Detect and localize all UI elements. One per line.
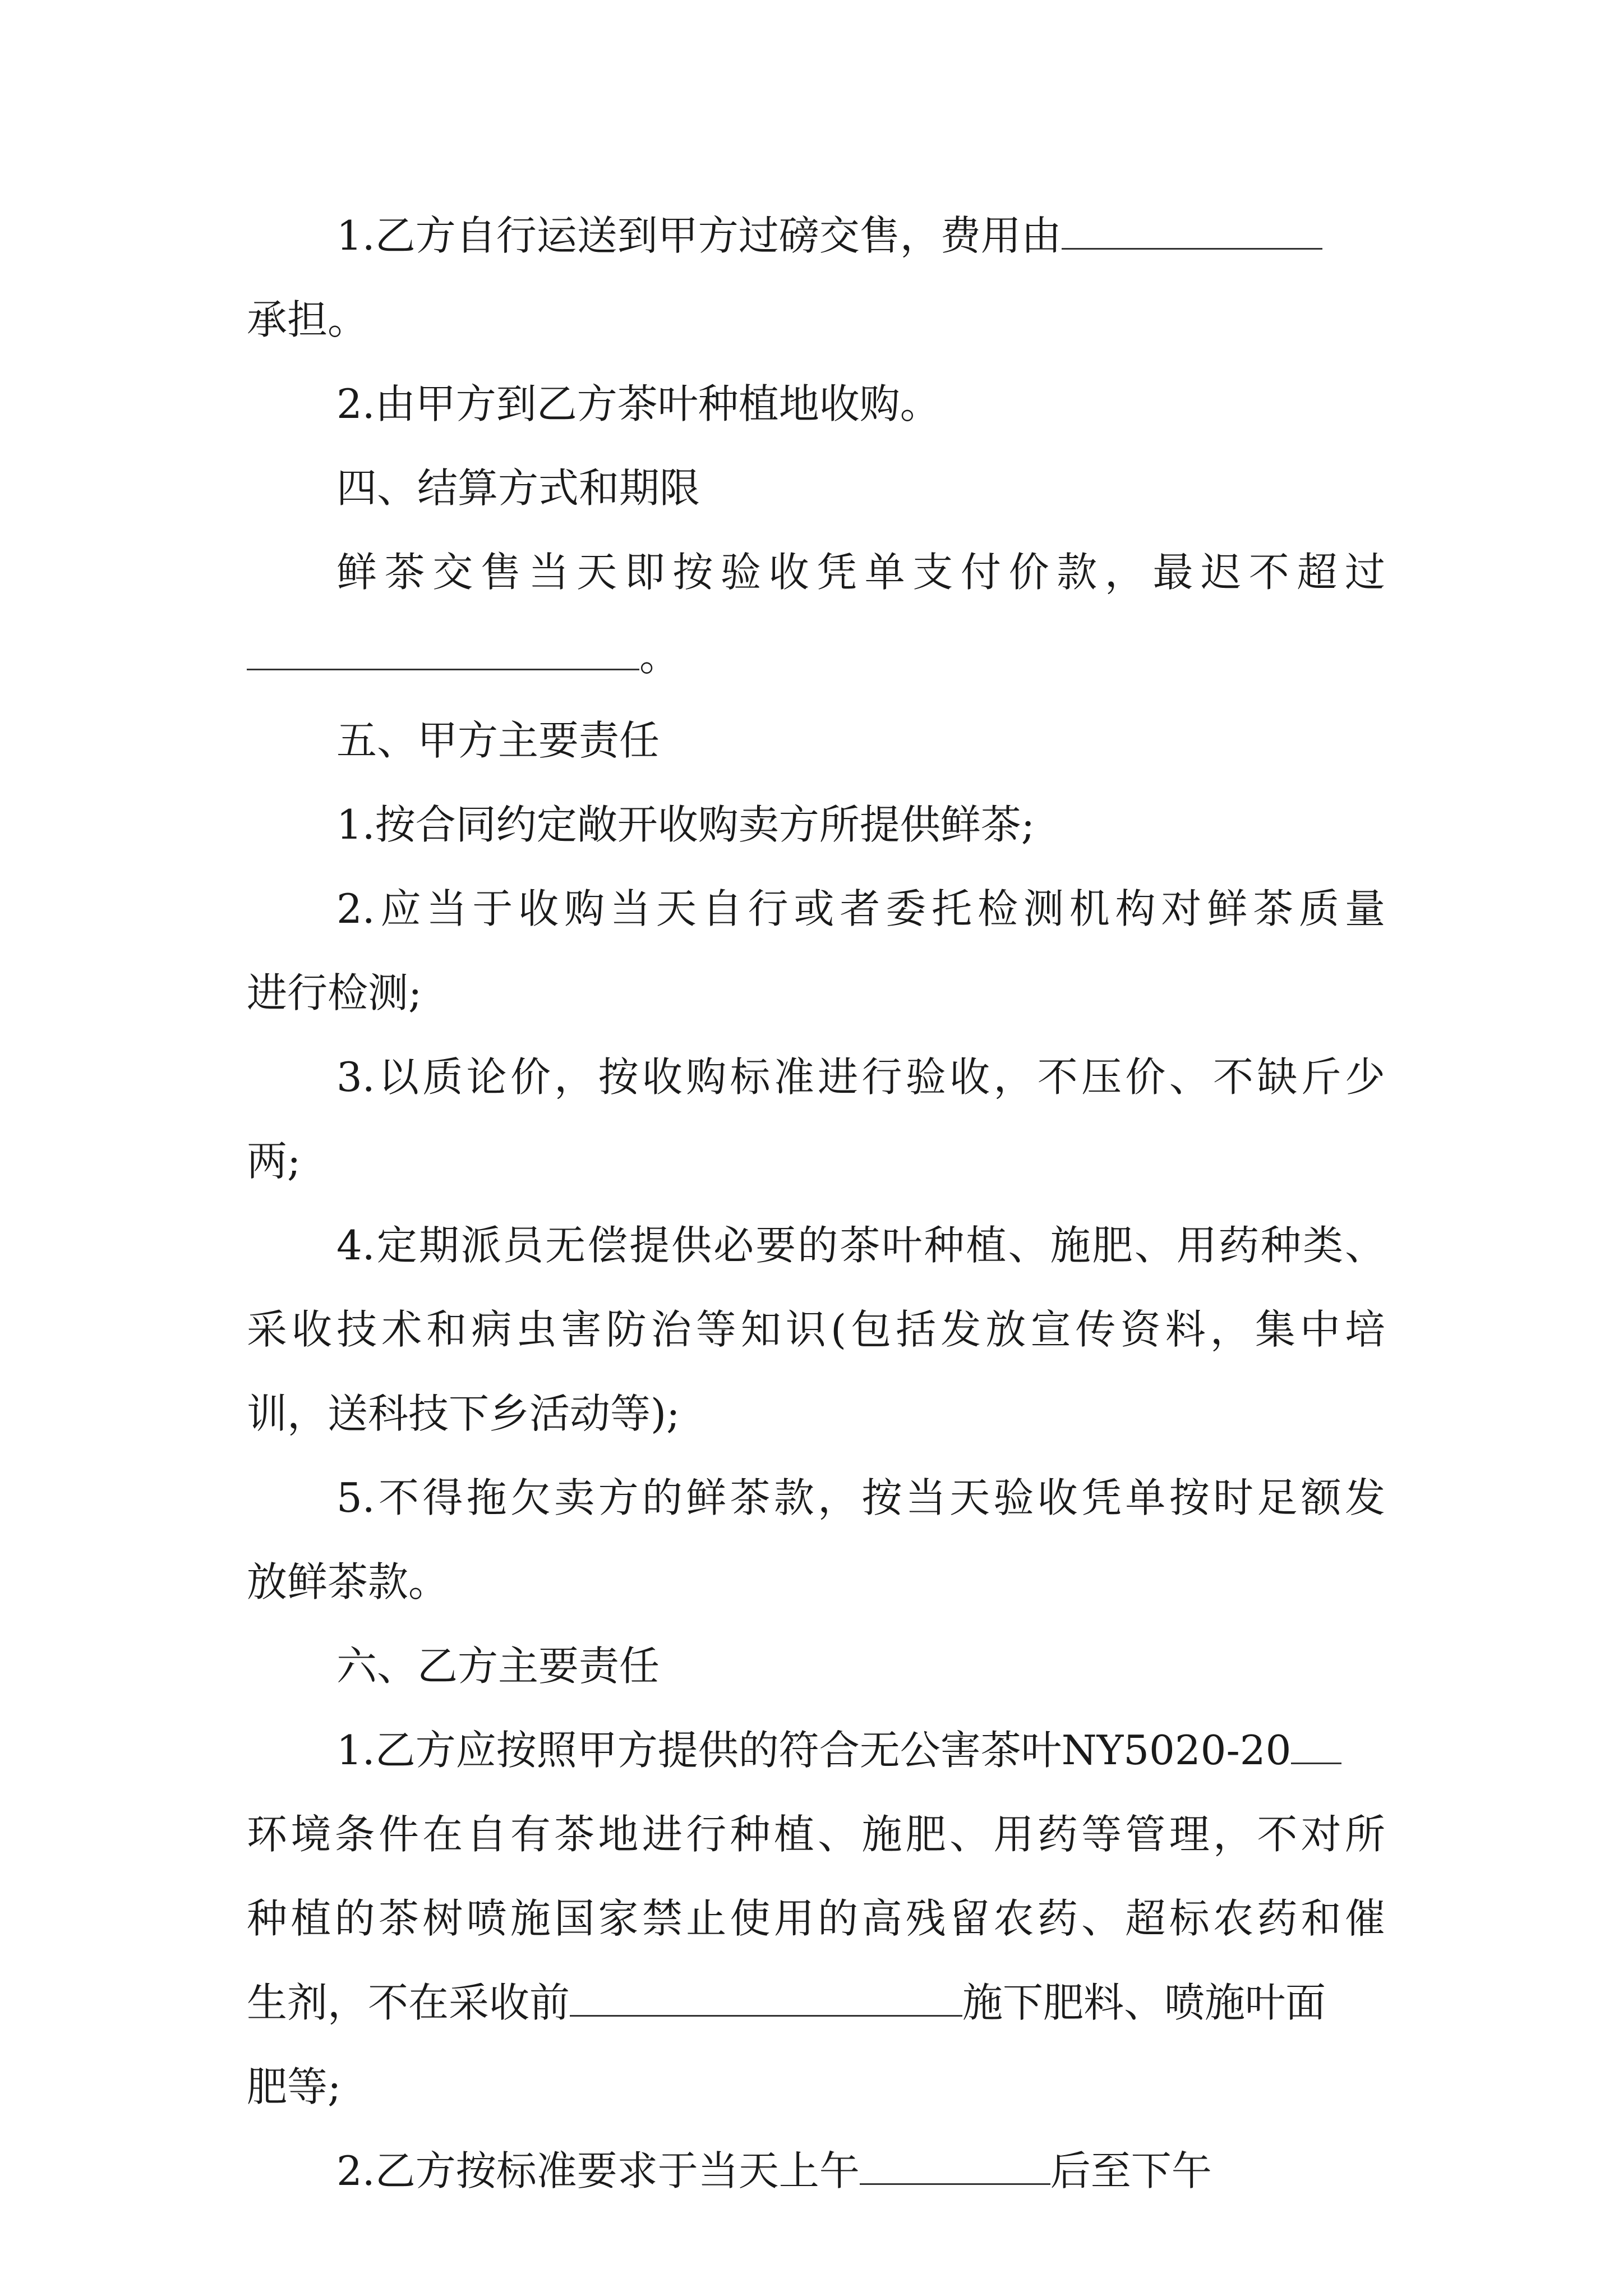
clause-text: 施下肥料、喷施叶面: [962, 1979, 1326, 2026]
clause-6-item-1: [247, 1708, 1385, 1792]
fill-in-blank[interactable]: [860, 2143, 1050, 2185]
clause-5-item-4-cont: [247, 1287, 1385, 1372]
clause-text: 2.应当于收购当天自行或者委托检测机构对鲜茶质量: [336, 885, 1385, 932]
clause-text: 后至下午: [1050, 2147, 1212, 2194]
clause-4-text: [247, 530, 1385, 614]
clause-6-item-1-cont-3: [247, 1961, 1385, 2045]
section-heading: 五、甲方主要责任: [336, 717, 660, 764]
section-4-heading: [247, 446, 1385, 530]
clause-4-text-cont: [247, 614, 1385, 698]
clause-text: 。: [639, 633, 680, 680]
fill-in-blank[interactable]: [1062, 208, 1322, 250]
clause-5-item-4-cont-2: [247, 1372, 1385, 1456]
clause-5-item-2-cont: [247, 951, 1385, 1035]
fill-in-blank[interactable]: [247, 628, 639, 670]
clause-5-item-1: [247, 783, 1385, 867]
clause-text: 1.乙方应按照甲方提供的符合无公害茶叶NY5020-20: [336, 1727, 1292, 1774]
clause-text: 承担。: [247, 296, 368, 343]
clause-5-item-3-cont: [247, 1119, 1385, 1203]
clause-text: 进行检测;: [247, 969, 422, 1016]
clause-text: 3.以质论价，按收购标准进行验收，不压价、不缺斤少: [336, 1053, 1385, 1101]
clause-text: 种植的茶树喷施国家禁止使用的高残留农药、超标农药和催: [247, 1895, 1385, 1942]
clause-3-item-1: [247, 194, 1385, 278]
fill-in-blank[interactable]: [1291, 1722, 1341, 1764]
section-5-heading: [247, 698, 1385, 783]
clause-6-item-1-cont-2: [247, 1876, 1385, 1961]
clause-6-item-1-cont: [247, 1792, 1385, 1876]
clause-6-item-1-cont-4: [247, 2045, 1385, 2129]
clause-text: 环境条件在自有茶地进行种植、施肥、用药等管理，不对所: [247, 1811, 1385, 1858]
clause-5-item-3: [247, 1035, 1385, 1119]
clause-text: 鲜茶交售当天即按验收凭单支付价款，最迟不超过: [336, 549, 1385, 596]
clause-text: 训，送科技下乡活动等);: [247, 1390, 680, 1437]
clause-5-item-5-cont: [247, 1540, 1385, 1624]
clause-text: 2.由甲方到乙方茶叶种植地收购。: [336, 380, 940, 427]
clause-text: 放鲜茶款。: [247, 1558, 449, 1605]
clause-5-item-4: [247, 1203, 1385, 1287]
clause-text: 采收技术和病虫害防治等知识(包括发放宣传资料，集中培: [247, 1306, 1385, 1353]
clause-text: 两;: [247, 1138, 301, 1185]
clause-text: 生剂，不在采收前: [247, 1979, 570, 2026]
clause-text: 4.定期派员无偿提供必要的茶叶种植、施肥、用药种类、: [336, 1222, 1385, 1269]
section-6-heading: [247, 1624, 1385, 1708]
document-page: [247, 0, 1385, 2296]
clause-5-item-2: [247, 867, 1385, 951]
clause-text: 1.按合同约定敞开收购卖方所提供鲜茶;: [336, 801, 1035, 848]
section-heading: 六、乙方主要责任: [336, 1642, 660, 1690]
clause-text: 1.乙方自行运送到甲方过磅交售，费用由: [336, 212, 1062, 259]
clause-5-item-5: [247, 1456, 1385, 1540]
section-heading: 四、结算方式和期限: [336, 464, 700, 512]
clause-6-item-2: [247, 2129, 1385, 2213]
clause-3-item-2: [247, 362, 1385, 446]
fill-in-blank[interactable]: [570, 1975, 962, 2017]
clause-text: 5.不得拖欠卖方的鲜茶款，按当天验收凭单按时足额发: [336, 1474, 1385, 1521]
clause-text: 肥等;: [247, 2063, 342, 2110]
clause-text: 2.乙方按标准要求于当天上午: [336, 2147, 860, 2194]
clause-3-item-1-cont: [247, 278, 1385, 362]
